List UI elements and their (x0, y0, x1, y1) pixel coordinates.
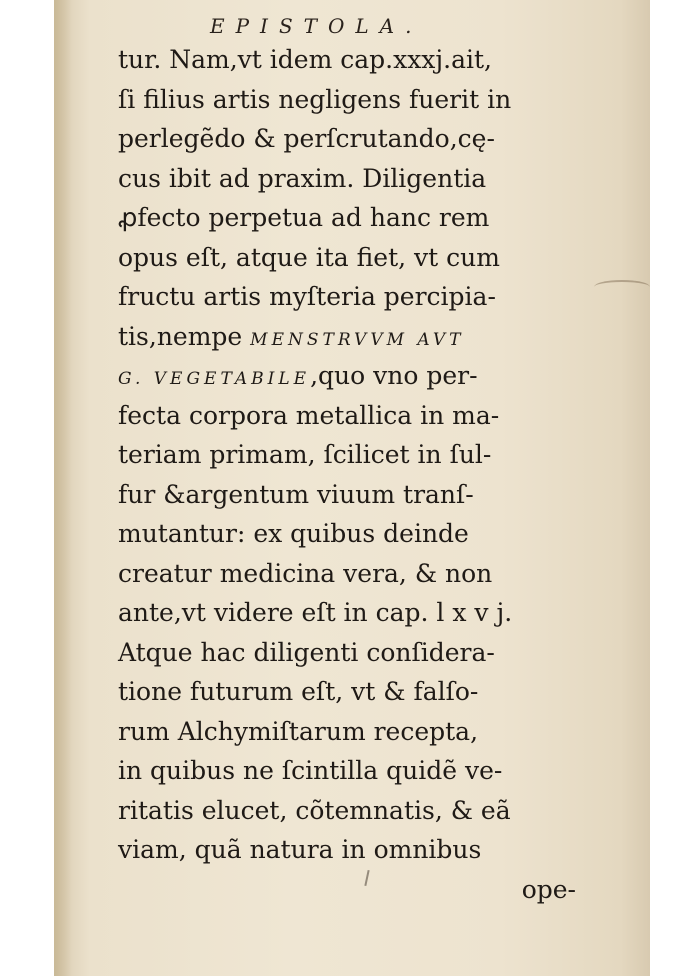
text-line-6: opus eſt, atque ita fiet, vt cum (118, 242, 500, 272)
paper-crease (594, 280, 650, 294)
text-line-2: ſi filius artis negligens fuerit in (118, 84, 512, 114)
text-line-10: fecta corpora metallica in ma- (118, 400, 500, 430)
text-line-12: fur &argentum viuum tranſ- (118, 479, 474, 509)
text-line-11: teriam primam, ſcilicet in ſul- (118, 440, 492, 469)
body-text (118, 40, 576, 909)
binding-gutter-shadow (54, 0, 72, 976)
text-line-7: fructu artis myſteria percipia- (118, 282, 496, 311)
text-line-3: perlegẽdo & perſcrutando,cę- (118, 124, 495, 153)
text-line-5: ꝓfecto perpetua ad hanc rem (118, 203, 490, 232)
page-scan (54, 0, 650, 976)
text-line-13: mutantur: ex quibus deinde (118, 519, 469, 548)
text-line-18: rum Alchymiſtarum recepta, (118, 716, 479, 746)
catchword: ope- (521, 874, 576, 904)
text-line-20: ritatis elucet, cõtemnatis, & eã (118, 795, 511, 825)
text-line-14: creatur medicina vera, & non (118, 558, 493, 588)
text-line-8: tis,nempe MENSTRVVM AVT (118, 321, 465, 351)
text-line-1: tur. Nam,vt idem cap.xxxj.ait, (118, 45, 492, 74)
text-line-16: Atque hac diligenti conſidera- (118, 637, 495, 667)
text-line-21: viam, quã natura in omnibus (118, 835, 482, 864)
text-line-17: tione futurum eſt, vt & falſo- (118, 677, 479, 706)
running-head: EPISTOLA. (210, 14, 423, 38)
text-line-4: cus ibit ad praxim. Diligentia (118, 163, 487, 193)
text-line-15: ante,vt videre eſt in cap. l x v j. (118, 598, 513, 627)
text-line-9: G. VEGETABILE,quo vno per- (118, 361, 478, 390)
text-line-19: in quibus ne ſcintilla quidẽ ve- (118, 756, 503, 785)
